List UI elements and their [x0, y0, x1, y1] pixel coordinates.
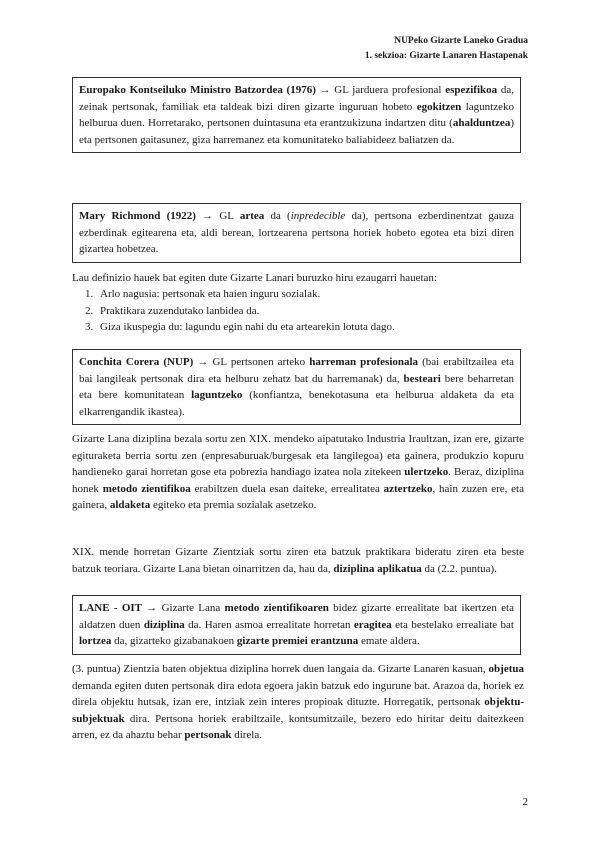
definition-box-council: Europako Kontseiluko Ministro Batzordea (1976) → GL jarduera profesional espezifikoa da, zeinak pertsonak, familiak eta taldeak bizi diren gizarte inguruan hobeto egokitzen laguntzeko helburua duen. Horretarako, pertsonen duintasuna eta erantzukizuna indartzen ditu (ahalduntzea) eta pertsonen gaitasunez, giza harremanez eta komunitateko baliabideez baliatzen da.: [72, 77, 521, 153]
header-section: 1. sekzioa: Gizarte Lanaren Hastapenak: [364, 51, 528, 61]
list-intro: Lau definizio hauek bat egiten dute Gizarte Lanari buruzko hiru ezaugarri hauetan:: [72, 272, 437, 284]
definition-box-lane-oit: LANE - OIT → Gizarte Lana metodo zientifikoaren bidez gizarte errealitate bat ikertzen eta aldatzen duen diziplina da. Haren asmoa errealitate horretan eragitea eta bestelako errealiate bat lortzea da, gizarteko gizabanakoen gizarte premiei erantzuna emate aldera.: [72, 595, 521, 655]
characteristics-list: [72, 286, 548, 336]
paragraph-origin: Gizarte Lana diziplina bezala sortu zen XIX. mendeko aipatutako Industria Iraultzan, izan ere, gizarte egituraketa berria sortu zen (enpresaburuak/burgesak eta langilegoa) eta gainera, produkzio kopuru handieneko garai horretan gose eta pobrezia handiago izatea nola zitekeen ulertzeko. Beraz, diziplina honek metodo zientifikoa erabiltzen duela esan daiteke, errealitatea aztertzeko, hain zuzen ere, eta gainera, aldaketa egiteko eta premia sozialak asetzeko.: [72, 433, 524, 511]
paragraph-object: (3. puntua) Zientzia baten objektua diziplina horrek duen langaia da. Gizarte Lanaren kasuan, objetua demanda egiten duten pertsonak dira edota egoera jakin batzuk edo ingurune bat. Arazoa da, horiek ez direla objektu hutsak, izan ere, intziak zein interes propioak dituzte. Horregatik, pertsonak objektu-subjektuak dira. Pertsona horiek erabiltzaile, kontsumitzaile, bezero edo hiritar deitu daitezkeen arren, ez da ahaztu behar pertsonak direla.: [72, 663, 524, 741]
list-item: 2. Praktikara zuzendutako lanbidea da.: [96, 303, 548, 320]
list-item: 1. Arlo nagusia: pertsonak eta haien inguru sozialak.: [96, 286, 548, 303]
definition-author: Mary Richmond (1922): [79, 210, 196, 222]
definition-author: Europako Kontseiluko Ministro Batzordea (1976): [79, 84, 316, 96]
header-course: NUPeko Gizarte Laneko Gradua: [394, 36, 528, 46]
paragraph-social-sciences: XIX. mende horretan Gizarte Zientziak sortu ziren eta batzuk praktikara bideratu ziren eta beste batzuk teoriara. Gizarte Lana bietan oinarritzen da, hau da, diziplina aplikatua da (2.2. puntua).: [72, 546, 524, 575]
definition-author: LANE - OIT: [79, 602, 142, 614]
definition-author: Conchita Corera (NUP): [79, 356, 194, 368]
page-header: [365, 34, 528, 64]
list-item: 3. Giza ikuspegia du: lagundu egin nahi du eta artearekin lotuta dago.: [96, 319, 548, 336]
page-number: 2: [522, 796, 528, 808]
definition-box-corera: Conchita Corera (NUP) → GL pertsonen arteko harreman profesionala (bai erabiltzailea eta bai langileak pertsonak dira eta helburu zehatz bat du harremanak) da, besteari bere beharretan eta bere komunitatean laguntzeko (konfiantza, benekotasuna eta helburua aldaketa da eta elkarrengandik ikastea).: [72, 349, 521, 425]
definition-box-richmond: Mary Richmond (1922) → GL artea da (inpredecible da), pertsona ezberdinentzat gauza ezberdinak egitearena eta, aldi berean, lortzearena pertsona horiek hobeto egotea eta bizi diren gizartea hobetzea.: [72, 203, 521, 263]
